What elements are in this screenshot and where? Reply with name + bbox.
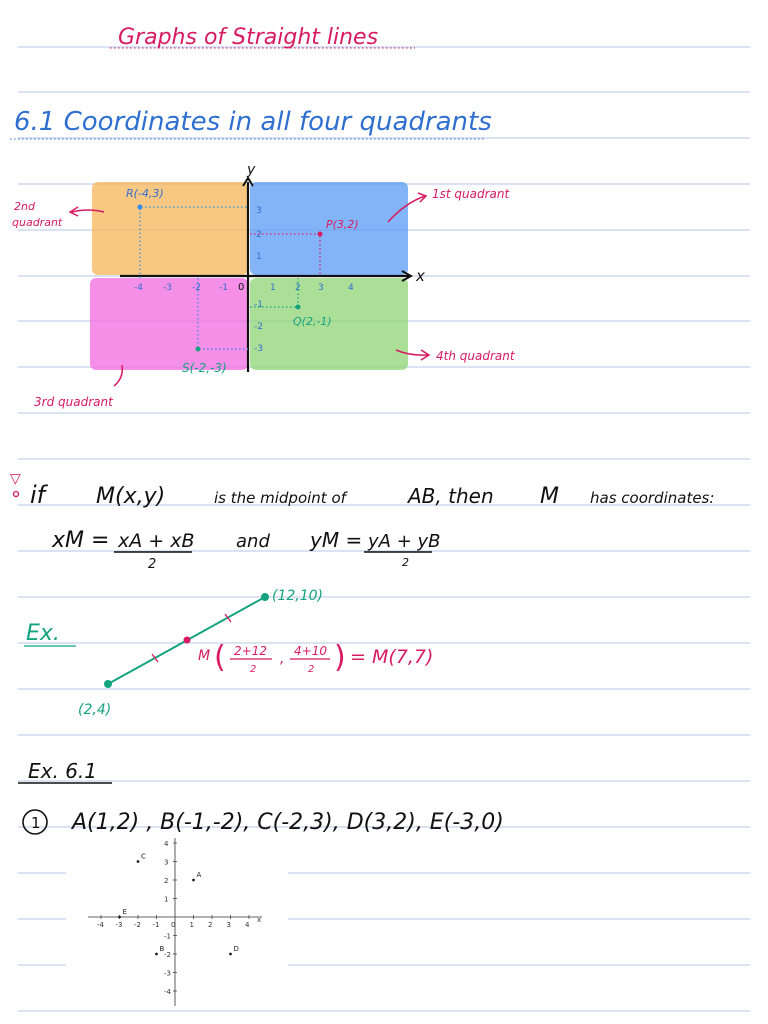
small-plot-x-tick-label: 1 <box>189 921 194 929</box>
x-tick-label: 4 <box>348 283 354 293</box>
small-plot-point <box>118 916 121 919</box>
rule-m-xy: M(x,y) <box>96 484 166 509</box>
section-heading: 6.1 Coordinates in all four quadrants <box>14 107 492 137</box>
second-quadrant-label-1: 2nd <box>14 200 35 213</box>
point-s <box>196 347 201 352</box>
question-number: 1 <box>31 814 41 832</box>
small-plot-point <box>229 953 232 956</box>
small-plot-x-tick-label: -1 <box>152 921 160 929</box>
small-plot-point <box>155 953 158 956</box>
y-formula-numerator: yA + yB <box>368 531 441 552</box>
example-label: Ex. <box>26 621 60 646</box>
point-r <box>138 205 143 210</box>
midpoint-rule <box>10 471 714 572</box>
exercise-heading: Ex. 6.1 <box>28 759 97 783</box>
x-tick-label: 3 <box>318 283 324 293</box>
first-quadrant-label: 1st quadrant <box>432 187 510 201</box>
small-plot-y-tick-label: 4 <box>164 840 169 848</box>
small-plot-y-tick-label: -3 <box>164 969 171 978</box>
small-plot-point-label: D <box>233 945 239 953</box>
close-paren: ) <box>334 640 346 675</box>
small-plot-point-label: E <box>122 908 127 916</box>
x-formula-denominator: 2 <box>148 557 157 572</box>
y-formula-denominator: 2 <box>402 556 409 569</box>
y-tick-label: 1 <box>256 252 262 262</box>
bullet-dot-icon <box>14 492 19 497</box>
small-plot-y-tick-label: 1 <box>164 895 169 904</box>
midpoint-m <box>184 637 191 644</box>
x-formula-numerator: xA + xB <box>118 530 195 552</box>
small-plot-point <box>137 860 140 863</box>
midpoint-letter: M <box>198 648 211 664</box>
small-plot-x-tick-label: -4 <box>97 921 104 929</box>
y-tick-label: -2 <box>254 322 263 332</box>
y-tick-label: -1 <box>254 300 263 310</box>
example-1 <box>24 588 433 718</box>
x-axis-label: x <box>416 267 425 285</box>
point-q-label: Q(2,-1) <box>293 315 332 328</box>
frac1-denominator: 2 <box>250 664 257 675</box>
small-plot-x-tick-label: -2 <box>134 921 141 929</box>
small-plot-x-tick-label: 3 <box>226 921 231 929</box>
point-s-label: S(-2,-3) <box>182 361 227 375</box>
x-tick-label: 1 <box>270 283 276 293</box>
rule-middle: is the midpoint of <box>214 489 346 507</box>
small-plot-point-label: A <box>196 871 202 879</box>
point-p-label: P(3,2) <box>326 218 359 231</box>
x-tick-label: -4 <box>134 283 143 293</box>
y-tick-label: -3 <box>254 344 263 354</box>
endpoint-a <box>104 680 112 688</box>
small-plot-x-tick-label: -3 <box>115 921 123 929</box>
small-plot-x-tick-label: 2 <box>208 921 213 929</box>
small-plot-x-tick-label: 4 <box>245 921 250 929</box>
x-formula-lhs: xM = <box>52 528 110 553</box>
small-plot-y-tick-label: -4 <box>164 988 171 996</box>
second-quadrant-label-2: quadrant <box>12 216 63 229</box>
frac-comma: , <box>280 651 285 667</box>
fourth-quadrant-label: 4th quadrant <box>436 349 515 363</box>
x-tick-label: -1 <box>219 283 228 293</box>
small-plot-point <box>192 879 195 882</box>
rule-if: if <box>30 481 46 509</box>
rule-end: has coordinates: <box>590 489 715 507</box>
small-plot-y-tick-label: -1 <box>164 932 171 941</box>
endpoint-b-label: (12,10) <box>272 588 324 604</box>
small-plot-y-tick-label: 2 <box>164 877 169 885</box>
small-plot-y-tick-label: -2 <box>164 951 171 959</box>
small-plot-x-label: x <box>257 916 262 924</box>
page-title: Graphs of Straight lines <box>118 25 379 50</box>
and-word: and <box>236 531 270 552</box>
rule-ab: AB, then <box>408 484 494 508</box>
arrow-2nd <box>72 210 104 212</box>
y-formula-lhs: yM = <box>310 528 363 552</box>
small-plot-x-tick-label: 0 <box>171 921 176 929</box>
y-axis-label: y <box>247 162 256 178</box>
point-q <box>296 305 301 310</box>
quadrant-2-fill <box>92 182 248 275</box>
small-plot-point-label: B <box>159 945 165 953</box>
y-tick-label: 3 <box>256 206 262 216</box>
question-1-points: A(1,2) , B(-1,-2), C(-2,3), D(3,2), E(-3,0) <box>72 810 504 835</box>
endpoint-a-label: (2,4) <box>78 702 112 718</box>
point-r-label: R(-4,3) <box>126 187 164 200</box>
point-p <box>318 232 323 237</box>
triangle-marker-icon: ▽ <box>10 471 21 487</box>
x-tick-label: -2 <box>192 283 201 293</box>
open-paren: ( <box>214 640 226 675</box>
midpoint-result: = M(7,7) <box>350 646 434 668</box>
x-tick-label: -3 <box>163 283 172 293</box>
y-tick-label: 2 <box>256 230 262 240</box>
small-plot-y-tick-label: 3 <box>164 858 169 867</box>
quadrant-diagram <box>12 162 516 409</box>
frac2-numerator: 4+10 <box>294 644 327 658</box>
rule-m: M <box>540 484 559 509</box>
third-quadrant-label: 3rd quadrant <box>34 395 113 409</box>
small-coordinate-plot <box>66 836 288 1010</box>
small-plot-point-label: C <box>141 852 146 861</box>
origin-label: 0 <box>238 282 245 293</box>
exercise-6-1 <box>18 759 504 835</box>
frac2-denominator: 2 <box>308 664 315 675</box>
x-tick-label: 2 <box>295 283 301 293</box>
endpoint-b <box>261 593 269 601</box>
frac1-numerator: 2+12 <box>234 644 267 658</box>
